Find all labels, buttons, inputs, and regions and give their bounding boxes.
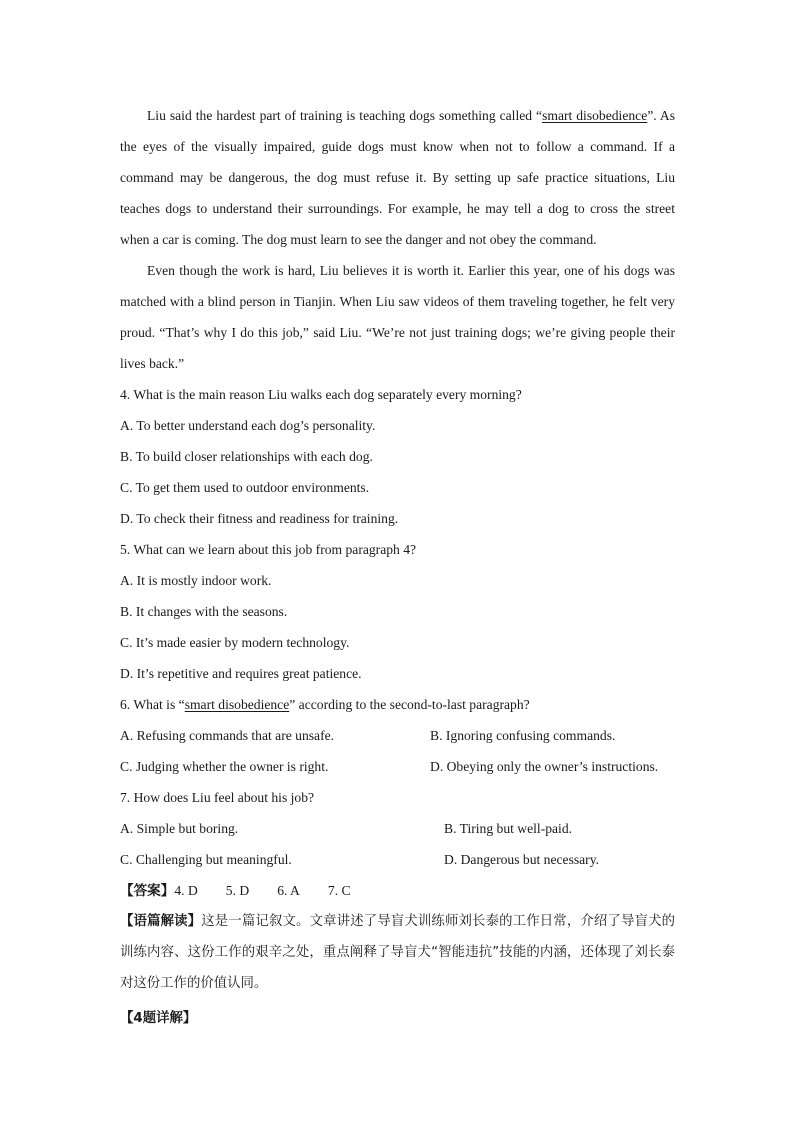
p1-text-after: ”. As the eyes of the visually impaired, guide dogs must know when not to follow a command. If a command may be dangerous, the dog must refuse it. By setting up safe practice situations, Liu teaches dogs to understand their surroundings. For example, he may tell a dog to cross the street when a car is coming. The dog must learn to see the danger and not obey the command. bbox=[120, 108, 676, 247]
question-6-option-d: D. Obeying only the owner’s instructions. bbox=[430, 759, 659, 774]
q6-stem-before: 6. What is “ bbox=[120, 697, 185, 712]
interpretation-label: 【语篇解读】 bbox=[120, 914, 202, 929]
question-4-stem: 4. What is the main reason Liu walks each dog separately every morning? bbox=[120, 387, 522, 402]
q6-smart-disobedience-term: smart disobedience bbox=[184, 697, 290, 712]
answer-line bbox=[120, 875, 675, 906]
interpretation-text: 这是一篇记叙文。文章讲述了导盲犬训练师刘长泰的工作日常，介绍了导盲犬的训练内容、这份工作的艰辛之处，重点阐释了导盲犬“智能违抗”技能的内涵，还体现了刘长泰对这份工作的价值认同。 bbox=[120, 914, 676, 991]
question-4-option-b: B. To build closer relationships with each dog. bbox=[120, 449, 373, 464]
question-6-option-a: A. Refusing commands that are unsafe. bbox=[120, 728, 335, 743]
question-4-option-d: D. To check their fitness and readiness for training. bbox=[120, 511, 399, 526]
question-4-option-c: C. To get them used to outdoor environments. bbox=[120, 480, 370, 495]
answer-label: 【答案】 bbox=[120, 883, 175, 898]
question-6-options-row-2 bbox=[120, 751, 675, 782]
question-7-option-d: D. Dangerous but necessary. bbox=[444, 852, 600, 867]
question-7-option-b: B. Tiring but well-paid. bbox=[444, 821, 573, 836]
question-7-option-a: A. Simple but boring. bbox=[120, 821, 239, 836]
p1-text-before: Liu said the hardest part of training is teaching dogs something called “ bbox=[147, 108, 543, 123]
question-6-option-b: B. Ignoring confusing commands. bbox=[430, 728, 616, 743]
detail-heading: 【4题详解】 bbox=[120, 1011, 197, 1026]
q6-stem-after: ” according to the second-to-last paragraph? bbox=[289, 697, 530, 712]
question-5-option-c: C. It’s made easier by modern technology. bbox=[120, 635, 350, 650]
question-7-option-c: C. Challenging but meaningful. bbox=[120, 852, 292, 867]
question-5-option-d: D. It’s repetitive and requires great patience. bbox=[120, 666, 362, 681]
question-4-option-a: A. To better understand each dog’s personality. bbox=[120, 418, 376, 433]
question-7-options-row-1 bbox=[120, 813, 675, 844]
question-6-options-row-1 bbox=[120, 720, 675, 751]
question-5-option-a: A. It is mostly indoor work. bbox=[120, 573, 272, 588]
interpretation-paragraph bbox=[120, 906, 675, 999]
question-6-stem bbox=[120, 689, 675, 720]
answer-item-5: 5. D bbox=[225, 883, 250, 898]
question-5-option-b: B. It changes with the seasons. bbox=[120, 604, 288, 619]
question-5-stem: 5. What can we learn about this job from paragraph 4? bbox=[120, 542, 417, 557]
document-content bbox=[120, 100, 675, 1034]
question-6-option-c: C. Judging whether the owner is right. bbox=[120, 759, 329, 774]
question-7-options-row-2 bbox=[120, 844, 675, 875]
smart-disobedience-term: smart disobedience bbox=[542, 108, 648, 123]
answer-item-7: 7. C bbox=[327, 883, 351, 898]
answer-item-6: 6. A bbox=[277, 883, 300, 898]
passage-paragraph-1 bbox=[120, 100, 675, 255]
question-7-stem: 7. How does Liu feel about his job? bbox=[120, 790, 315, 805]
passage-paragraph-2: Even though the work is hard, Liu believes it is worth it. Earlier this year, one of his dogs was matched with a blind person in Tianjin. When Liu saw videos of them traveling together, he felt very proud. “That’s why I do this job,” said Liu. “We’re not just training dogs; we’re giving people their lives back.” bbox=[120, 263, 675, 371]
answer-item-4: 4. D bbox=[174, 883, 198, 898]
